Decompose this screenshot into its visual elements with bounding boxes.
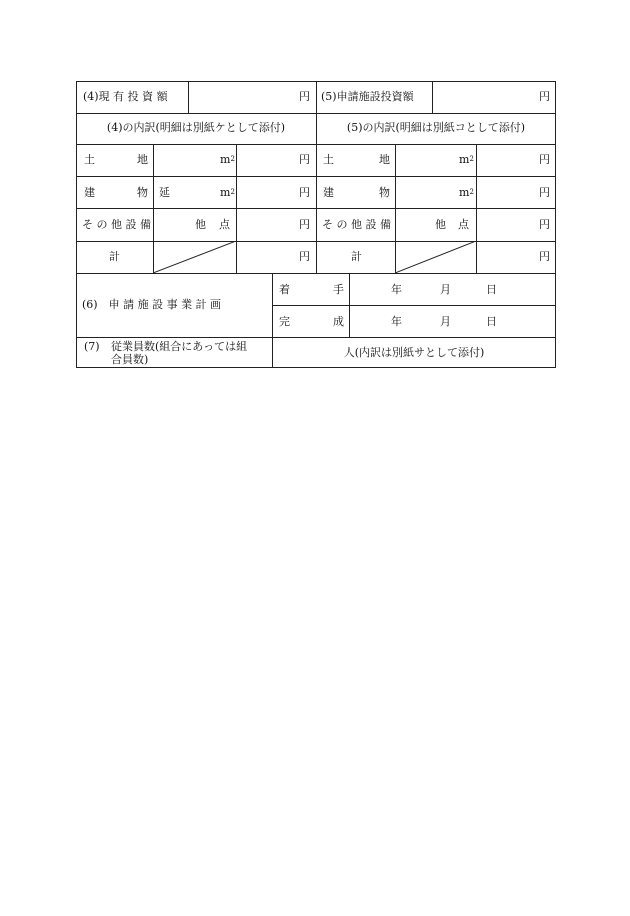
building-area-unit-right: $m^2$ xyxy=(459,186,474,199)
land-label-left-2: 地 xyxy=(137,153,148,166)
land-label-left-1: 土 xyxy=(84,153,95,166)
other-equipment-label-right: そ の 他 設 備 xyxy=(322,218,391,231)
other-count-left-1: 他 xyxy=(195,218,206,231)
building-label-right-1: 建 xyxy=(323,186,334,199)
total-left-diagonal xyxy=(153,241,236,273)
building-yen-left: 円 xyxy=(299,186,310,199)
applied-investment-label: (5)申請施設投資額 xyxy=(321,90,414,103)
other-count-left-2: 点 xyxy=(219,218,230,231)
col-divider xyxy=(236,144,237,273)
land-label-right-1: 土 xyxy=(323,153,334,166)
completion-label-2: 成 xyxy=(333,315,344,328)
other-equipment-label-left: そ の 他 設 備 xyxy=(82,218,151,231)
completion-year: 年 xyxy=(391,315,402,328)
employees-number: (7) xyxy=(84,340,100,353)
col-divider xyxy=(476,144,477,273)
completion-month: 月 xyxy=(440,315,451,328)
breakdown-4-heading: (4)の内訳(明細は別紙ケとして添付) xyxy=(106,121,286,134)
other-yen-left: 円 xyxy=(299,218,310,231)
other-count-right-1: 他 xyxy=(435,218,446,231)
start-day: 日 xyxy=(486,283,497,296)
building-label-right-2: 物 xyxy=(379,186,390,199)
land-area-unit-left: $m^2$ xyxy=(220,153,235,166)
applied-investment-yen: 円 xyxy=(539,90,550,103)
total-label-right: 計 xyxy=(351,250,362,263)
land-yen-left: 円 xyxy=(299,153,310,166)
land-area-unit-right: $m^2$ xyxy=(459,153,474,166)
col-divider xyxy=(432,81,433,113)
total-yen-right: 円 xyxy=(539,250,550,263)
employees-label-line2: 合員数) xyxy=(111,353,149,366)
total-right-diagonal xyxy=(395,241,476,273)
project-plan-label: (6) 申 請 施 設 事 業 計 画 xyxy=(82,298,222,311)
start-month: 月 xyxy=(440,283,451,296)
start-label-2: 手 xyxy=(333,283,344,296)
row-divider xyxy=(76,337,556,338)
building-label-left-2: 物 xyxy=(137,186,148,199)
row-divider xyxy=(272,305,556,306)
other-yen-right: 円 xyxy=(539,218,550,231)
building-yen-right: 円 xyxy=(539,186,550,199)
building-area-unit-left: $m^2$ xyxy=(220,186,235,199)
col-divider xyxy=(349,273,350,337)
completion-label-1: 完 xyxy=(279,315,290,328)
land-label-right-2: 地 xyxy=(379,153,390,166)
other-count-right-2: 点 xyxy=(458,218,469,231)
building-label-left-1: 建 xyxy=(84,186,95,199)
start-label-1: 着 xyxy=(279,283,290,296)
breakdown-5-heading: (5)の内訳(明細は別紙コとして添付) xyxy=(346,121,526,134)
employees-value: 人(内訳は別紙サとして添付) xyxy=(343,346,485,359)
employees-label-line1: 従業員数(組合にあっては組 xyxy=(111,340,248,353)
floor-area-label: 延 xyxy=(159,186,170,199)
land-yen-right: 円 xyxy=(539,153,550,166)
current-investment-label: (4)現 有 投 資 額 xyxy=(83,90,168,103)
completion-day: 日 xyxy=(486,315,497,328)
col-divider xyxy=(188,81,189,113)
current-investment-yen: 円 xyxy=(299,90,310,103)
total-label-left: 計 xyxy=(109,250,120,263)
col-divider xyxy=(316,81,317,273)
total-yen-left: 円 xyxy=(299,250,310,263)
row-divider xyxy=(76,273,556,274)
start-year: 年 xyxy=(391,283,402,296)
